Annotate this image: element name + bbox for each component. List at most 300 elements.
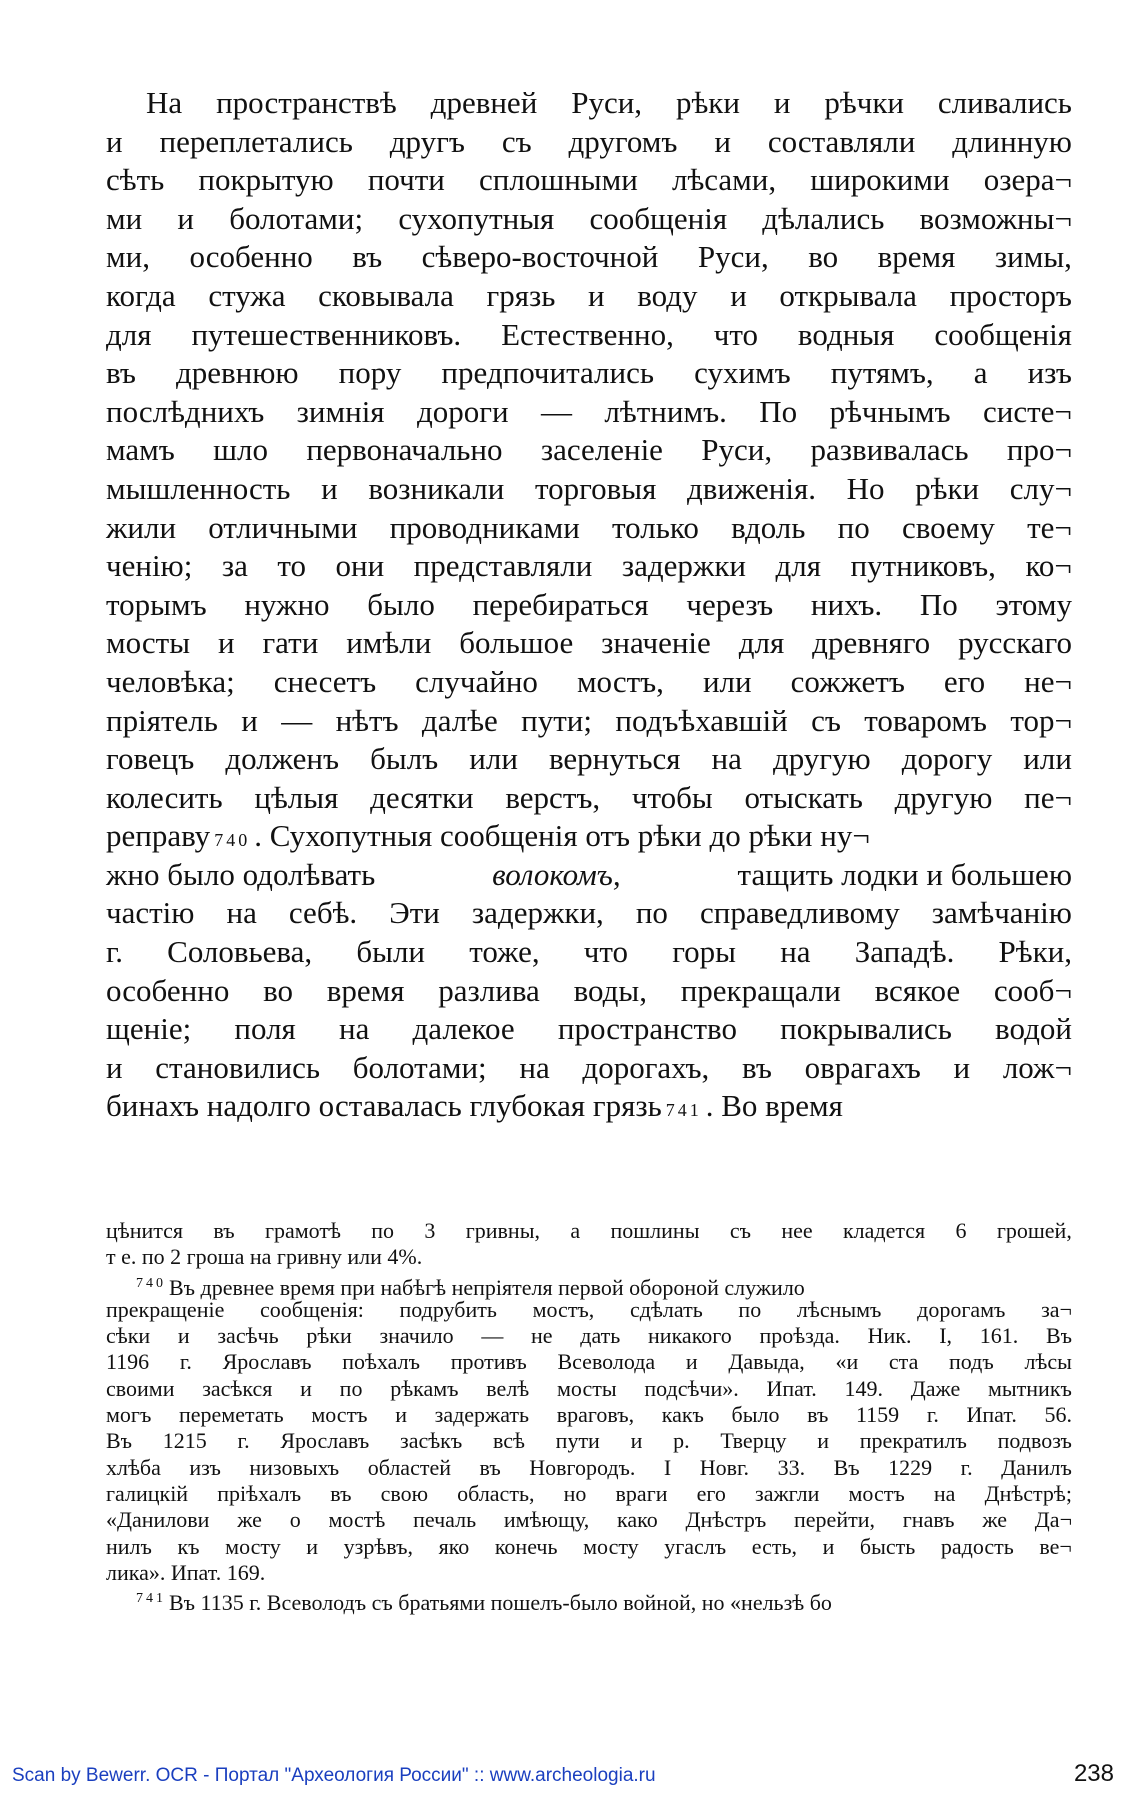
word: мостъ xyxy=(311,1402,368,1428)
word: съ xyxy=(729,1218,751,1243)
word: широкими xyxy=(810,162,950,198)
text-line-with-footnote xyxy=(106,1087,1072,1126)
word: замѣчанію xyxy=(931,895,1072,931)
word: снесетъ xyxy=(273,663,377,699)
word: мостъ, xyxy=(576,663,664,699)
footnote-741 xyxy=(106,1586,1072,1616)
word: дорогамъ xyxy=(917,1296,1006,1322)
word: особенно xyxy=(189,239,313,275)
word: галицкій xyxy=(106,1480,189,1506)
word: сухимъ xyxy=(694,355,791,391)
word: Соловьева, xyxy=(167,934,313,970)
word: же xyxy=(982,1507,1008,1533)
word: лѣснымъ xyxy=(796,1296,882,1322)
word: низовыхъ xyxy=(249,1454,340,1480)
word: никакого xyxy=(648,1323,732,1349)
footnote-line xyxy=(106,1402,1072,1428)
text-line xyxy=(106,431,1072,470)
word: кладется xyxy=(842,1218,926,1243)
page-footer xyxy=(12,1760,1114,1788)
word: Въ xyxy=(833,1454,860,1480)
word: область, xyxy=(457,1480,535,1506)
word: долженъ xyxy=(225,741,340,777)
word: лѣсы xyxy=(1024,1349,1072,1375)
text-segment: бинахъ надолго оставалась глубокая грязь xyxy=(106,1088,662,1124)
word: Ярославъ xyxy=(222,1349,312,1375)
word: Руси, xyxy=(697,239,769,275)
text-line xyxy=(106,123,1072,162)
word: значеніе xyxy=(601,625,711,661)
word: нѣтъ xyxy=(335,702,399,738)
footnote-text: Въ 1135 г. Всеволодъ съ братьями пошелъ-было войной, но «нельзѣ бо xyxy=(169,1590,832,1616)
word: по xyxy=(635,895,668,931)
word: покрытую xyxy=(198,162,334,198)
word: рѣчнымъ xyxy=(829,393,951,429)
word: сообщенія xyxy=(934,316,1072,352)
word: подъѣхавшій xyxy=(615,702,788,738)
word: для xyxy=(106,316,152,352)
word: или xyxy=(1023,741,1072,777)
word: то xyxy=(277,548,306,584)
text-line-with-italic xyxy=(106,856,1072,895)
word: рѣчки xyxy=(824,85,904,120)
word: задержки xyxy=(621,548,746,584)
word: водой xyxy=(995,1011,1072,1047)
word: Рѣки, xyxy=(998,934,1072,970)
word: покрывались xyxy=(780,1011,952,1047)
footnote-mark-741: 741 xyxy=(136,1591,166,1607)
word: Ярославъ xyxy=(280,1428,370,1454)
word: Днѣстръ xyxy=(685,1507,767,1533)
scan-credit-link[interactable]: Scan by Bewerr. OCR - Портал "Археология России" :: www.archeologia.ru xyxy=(12,1765,656,1786)
word: и xyxy=(630,1428,643,1454)
word: случайно xyxy=(415,663,538,699)
word: перейти, xyxy=(794,1507,875,1533)
word: другую xyxy=(772,741,871,777)
word: пору xyxy=(338,355,402,391)
word: нилъ xyxy=(106,1533,152,1559)
word: мостъ xyxy=(848,1480,905,1506)
word: Ипат. xyxy=(966,1402,1017,1428)
word: длинную xyxy=(952,123,1072,159)
word: засѣкся xyxy=(202,1375,273,1401)
word: — xyxy=(481,1323,504,1349)
word: — xyxy=(541,393,572,429)
word: яко xyxy=(438,1533,470,1559)
word: былъ xyxy=(370,741,439,777)
word: Ник. xyxy=(867,1323,912,1349)
word: изъ xyxy=(1027,355,1072,391)
word: дорогу xyxy=(901,741,993,777)
word: лѣтнимъ. xyxy=(604,393,727,429)
word: отличными xyxy=(208,509,358,545)
word: черезъ xyxy=(686,586,774,622)
word: или xyxy=(469,741,518,777)
word: лѣсами, xyxy=(671,162,777,198)
word: Даже xyxy=(910,1375,961,1401)
word: подвозъ xyxy=(997,1428,1072,1454)
word: подсѣчи». xyxy=(644,1375,739,1401)
word: а xyxy=(570,1218,581,1243)
word: путямъ, xyxy=(830,355,934,391)
word: и xyxy=(730,277,747,313)
word: возможны¬ xyxy=(919,200,1072,236)
footnote-line xyxy=(106,1455,1072,1481)
word: съ xyxy=(811,702,841,738)
word: водныя xyxy=(797,316,895,352)
word: пріѣхалъ xyxy=(217,1480,302,1506)
word: и xyxy=(822,1533,835,1559)
word: по xyxy=(738,1296,762,1322)
word: жили xyxy=(106,509,177,545)
word: заселеніе xyxy=(540,432,663,468)
word: печаль xyxy=(413,1507,477,1533)
word: и xyxy=(106,1049,123,1085)
word: како xyxy=(617,1507,658,1533)
text-segment: . Сухопутныя сообщенія отъ рѣки до рѣки ну¬ xyxy=(254,818,870,854)
word: сѣки xyxy=(106,1323,151,1349)
word: въ xyxy=(330,1480,352,1506)
word: Данилъ xyxy=(1001,1454,1072,1480)
word: сообщенія: xyxy=(260,1296,364,1322)
word: и xyxy=(817,1428,829,1454)
word: гривны, xyxy=(465,1218,540,1243)
word: мосты xyxy=(106,625,191,661)
word: г. xyxy=(106,934,123,970)
word: своими xyxy=(106,1375,175,1401)
text-line-with-footnote xyxy=(106,817,1072,856)
word: прекращеніе xyxy=(106,1296,225,1322)
word: радость xyxy=(940,1533,1014,1559)
word: противъ xyxy=(450,1349,527,1375)
word: мамъ xyxy=(106,432,175,468)
text-line xyxy=(106,702,1072,741)
word: 149. xyxy=(844,1375,884,1401)
word: рѣки xyxy=(915,470,980,506)
word: путниковъ, xyxy=(850,548,996,584)
word: те¬ xyxy=(1027,509,1072,545)
word: въ xyxy=(741,1049,772,1085)
word: Естественно, xyxy=(501,316,674,352)
word: «Данилови xyxy=(106,1507,210,1533)
word: только xyxy=(612,509,699,545)
word: пути; xyxy=(521,702,592,738)
word: за xyxy=(221,548,248,584)
footnote-text: т е. по 2 гроша на гривну или 4%. xyxy=(106,1244,423,1270)
word: перебираться xyxy=(472,586,649,622)
word: развивалась xyxy=(810,432,969,468)
word: Западѣ. xyxy=(854,934,955,970)
word: рѣкамъ xyxy=(390,1375,459,1401)
word: не xyxy=(531,1323,553,1349)
word: торымъ xyxy=(106,586,207,622)
word: зимнія xyxy=(296,393,385,429)
word: пространство xyxy=(557,1011,737,1047)
word: мосту xyxy=(583,1533,639,1559)
text-line xyxy=(106,1010,1072,1049)
word: тор¬ xyxy=(1010,702,1072,738)
word: враги xyxy=(615,1480,668,1506)
word: о xyxy=(289,1507,301,1533)
word: г. xyxy=(960,1454,973,1480)
word: его xyxy=(696,1480,726,1506)
word: по xyxy=(371,1218,395,1243)
word: 33. xyxy=(777,1454,806,1480)
word: путешественниковъ. xyxy=(191,316,462,352)
word: сплошными xyxy=(479,162,638,198)
word: Эти xyxy=(389,895,440,931)
word: частію xyxy=(106,895,195,931)
word: или xyxy=(702,663,752,699)
word: далекое xyxy=(412,1011,515,1047)
word: 6 xyxy=(955,1218,967,1243)
text-segment: тащить лодки и большею xyxy=(737,856,1072,892)
word: послѣднихъ xyxy=(106,393,265,429)
word: проводниками xyxy=(389,509,580,545)
word: въ xyxy=(106,355,136,391)
word: мосту xyxy=(225,1533,281,1559)
footnote-line xyxy=(106,1218,1072,1244)
footnote-line xyxy=(106,1376,1072,1402)
text-line xyxy=(106,200,1072,239)
word: враговъ, xyxy=(556,1402,635,1428)
word: 1196 xyxy=(106,1349,150,1375)
word: предпочитались xyxy=(441,355,655,391)
word: По xyxy=(919,586,958,622)
word: подрубить xyxy=(399,1296,497,1322)
word: и xyxy=(588,277,605,313)
main-text xyxy=(106,84,1072,1126)
word: и xyxy=(773,85,791,120)
text-line xyxy=(106,470,1072,509)
word: грошей, xyxy=(996,1218,1072,1243)
word: представляли xyxy=(413,548,593,584)
word: 1159 xyxy=(856,1402,900,1428)
word: къ xyxy=(177,1533,200,1559)
word: движенія. xyxy=(686,470,816,506)
word: сдѣлать xyxy=(630,1296,703,1322)
word: велѣ xyxy=(486,1375,530,1401)
footnote-line xyxy=(106,1481,1072,1507)
footnote-line xyxy=(106,1560,1072,1586)
footnote-740 xyxy=(106,1271,1072,1300)
text-line xyxy=(106,547,1072,586)
word: далѣе xyxy=(421,702,498,738)
word: ми, xyxy=(106,239,150,275)
text-line xyxy=(106,277,1072,316)
footnote-text: лика». Ипат. 169. xyxy=(106,1559,266,1585)
text-line xyxy=(106,393,1072,432)
word: и xyxy=(217,625,235,661)
word: дорогахъ, xyxy=(582,1049,710,1085)
word: они xyxy=(335,548,385,584)
word: значило xyxy=(379,1323,454,1349)
word: Руси, xyxy=(701,432,773,468)
word: же xyxy=(237,1507,262,1533)
word: болотами; xyxy=(229,200,364,236)
word: и xyxy=(300,1375,312,1401)
word: что xyxy=(713,316,758,352)
word: прекращали xyxy=(680,972,841,1008)
word: становились xyxy=(155,1049,321,1085)
word: грамотѣ xyxy=(264,1218,341,1243)
word: время xyxy=(326,972,405,1008)
word: всѣ xyxy=(492,1428,525,1454)
word: имѣли xyxy=(346,625,432,661)
word: воды, xyxy=(573,972,647,1008)
word: пріятель xyxy=(106,702,218,738)
word: себѣ. xyxy=(288,895,358,931)
word: цѣнится xyxy=(106,1218,184,1243)
word: для xyxy=(738,625,785,661)
footnote-line xyxy=(106,1534,1072,1560)
word: угаслъ xyxy=(664,1533,727,1559)
text-line xyxy=(106,84,1072,123)
word: вернуться xyxy=(548,741,681,777)
footnote-ref-741[interactable]: 741 xyxy=(665,1100,702,1121)
word: По xyxy=(759,393,798,429)
word: но xyxy=(563,1480,587,1506)
word: сѣверо-восточной xyxy=(421,239,659,275)
word: древняго xyxy=(812,625,931,661)
word: цѣлыя xyxy=(254,779,339,815)
word: и xyxy=(106,123,123,159)
word: а xyxy=(973,355,988,391)
footnote-line xyxy=(106,1428,1072,1454)
word: для xyxy=(775,548,821,584)
word: на xyxy=(519,1049,550,1085)
word: Давыда, xyxy=(728,1349,805,1375)
word: засѣчь xyxy=(217,1323,279,1349)
word: было xyxy=(731,1402,780,1428)
word: «и xyxy=(835,1349,859,1375)
word: колесить xyxy=(106,779,223,815)
footnote-text: Въ древнее время при набѣгѣ непріятеля первой обороной служило xyxy=(169,1274,805,1300)
word: и xyxy=(177,1323,190,1349)
word: вдоль xyxy=(731,509,806,545)
word: лож¬ xyxy=(1002,1049,1072,1085)
text-line xyxy=(106,161,1072,200)
word: р. xyxy=(673,1428,690,1454)
text-line xyxy=(106,972,1072,1011)
word: составляли xyxy=(767,123,916,159)
word: мостъ, xyxy=(532,1296,595,1322)
text-line xyxy=(106,624,1072,663)
word: какъ xyxy=(661,1402,704,1428)
text-line xyxy=(106,933,1072,972)
word: и xyxy=(241,702,258,738)
footnote-ref-740[interactable]: 740 xyxy=(214,830,251,851)
word: стужа xyxy=(208,277,286,313)
footnote-line xyxy=(106,1244,1072,1270)
word: этому xyxy=(995,586,1072,622)
text-line xyxy=(106,316,1072,355)
word: въ xyxy=(213,1218,235,1243)
word: Ипат. xyxy=(766,1375,817,1401)
word: воду xyxy=(637,277,698,313)
word: нужно xyxy=(244,586,330,622)
word: ченію; xyxy=(106,548,193,584)
word: сковывала xyxy=(318,277,454,313)
word: и xyxy=(685,1349,698,1375)
word: имѣющу, xyxy=(503,1507,590,1533)
word: въ xyxy=(352,239,383,275)
word: Но xyxy=(846,470,885,506)
word: и xyxy=(177,200,194,236)
word: проѣзда. xyxy=(759,1323,840,1349)
text-segment: реправу xyxy=(106,818,211,854)
word: на xyxy=(711,741,742,777)
word: верстъ, xyxy=(505,779,601,815)
text-line xyxy=(106,1049,1072,1088)
word: древнюю xyxy=(175,355,299,391)
word: переметать xyxy=(178,1402,284,1428)
text-line xyxy=(106,586,1072,625)
footnotes xyxy=(106,1218,1072,1616)
text-line xyxy=(106,238,1072,277)
word: шло xyxy=(213,432,268,468)
text-line xyxy=(106,740,1072,779)
word: за¬ xyxy=(1041,1296,1072,1322)
word: во xyxy=(263,972,294,1008)
text-segment: . Во время xyxy=(705,1088,843,1124)
word: ми xyxy=(106,200,143,236)
word: мостѣ xyxy=(328,1507,386,1533)
word: мосты xyxy=(556,1375,617,1401)
text-line xyxy=(106,354,1072,393)
word: русскаго xyxy=(958,625,1072,661)
word: слу¬ xyxy=(1009,470,1072,506)
word: озера¬ xyxy=(983,162,1072,198)
word: нихъ. xyxy=(810,586,883,622)
word: справедливому xyxy=(700,895,900,931)
word: сооб¬ xyxy=(993,972,1072,1008)
word: съ xyxy=(501,123,532,159)
word: узрѣвъ, xyxy=(343,1533,413,1559)
word: 1229 xyxy=(888,1454,933,1480)
word: г. xyxy=(179,1349,192,1375)
word: оврагахъ xyxy=(804,1049,921,1085)
word: въ xyxy=(479,1454,501,1480)
word: во xyxy=(808,239,839,275)
footnote-line xyxy=(106,1349,1072,1375)
word: и xyxy=(395,1402,407,1428)
word: не¬ xyxy=(1024,663,1072,699)
text-line xyxy=(106,779,1072,818)
word: отыскать xyxy=(744,779,863,815)
word: могъ xyxy=(106,1402,152,1428)
word: зимы, xyxy=(994,239,1072,275)
word: г. xyxy=(237,1428,250,1454)
word: сожжетъ xyxy=(790,663,905,699)
word: болотами; xyxy=(352,1049,487,1085)
word: Новгородъ. xyxy=(529,1454,636,1480)
word: десятки xyxy=(370,779,474,815)
word: рѣки xyxy=(675,85,740,120)
word: грязь xyxy=(486,277,556,313)
word: ко¬ xyxy=(1025,548,1072,584)
word: въ xyxy=(807,1402,829,1428)
word: Въ xyxy=(1045,1323,1072,1349)
word: время xyxy=(877,239,956,275)
word: пространствѣ xyxy=(216,85,397,120)
footnote-741-first xyxy=(136,1586,832,1616)
word: своему xyxy=(901,509,995,545)
italic-term: волокомъ, xyxy=(492,856,621,892)
word: 161. xyxy=(979,1323,1019,1349)
word: задержки, xyxy=(471,895,604,931)
word: большое xyxy=(459,625,574,661)
